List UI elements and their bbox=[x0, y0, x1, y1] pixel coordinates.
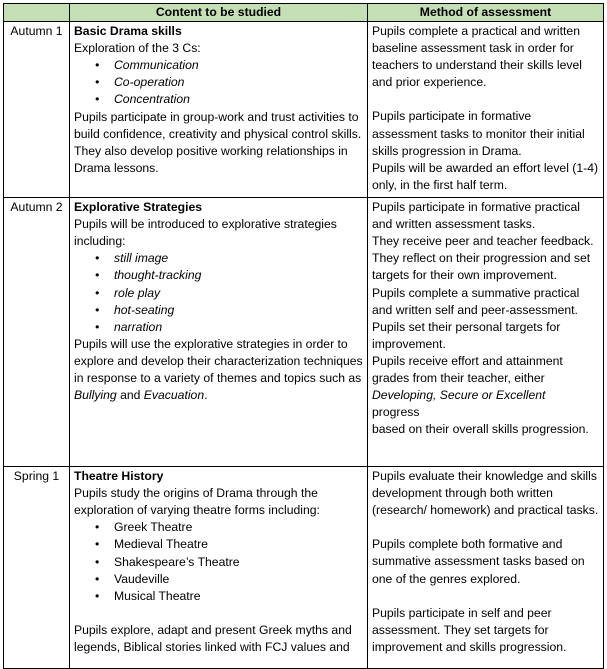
table-row bbox=[4, 198, 604, 467]
header-term bbox=[4, 4, 70, 22]
header-content: Content to be studied bbox=[70, 4, 368, 22]
topic-heading: Basic Drama skills bbox=[74, 24, 182, 39]
assessment-text: They receive peer and teacher feedback. They reflect on their progression and set targets for their own improvement. bbox=[372, 234, 594, 283]
assessment-cell bbox=[368, 198, 604, 467]
content-cell bbox=[70, 467, 368, 669]
content-intro: Exploration of the 3 Cs: bbox=[74, 41, 201, 56]
outro-text: and bbox=[116, 388, 144, 403]
content-cell bbox=[70, 22, 368, 198]
list-item: • Musical Theatre bbox=[74, 588, 363, 605]
grade-levels: Developing, Secure or Excellent bbox=[372, 388, 546, 403]
content-intro: Pupils study the origins of Drama through the exploration of varying theatre forms including: bbox=[74, 486, 320, 518]
outro-emphasis: Bullying bbox=[74, 388, 117, 403]
outro-text: . bbox=[204, 388, 208, 403]
term-cell: Autumn 2 bbox=[4, 198, 70, 467]
topic-heading: Explorative Strategies bbox=[74, 200, 203, 215]
assessment-text: progress bbox=[372, 405, 420, 420]
list-item: • Co-operation bbox=[74, 74, 363, 91]
list-item: • narration bbox=[74, 319, 363, 336]
assessment-text: Pupils participate in formative assessment tasks to monitor their initial skills progression in Drama. bbox=[372, 109, 585, 158]
list-item: • Communication bbox=[74, 57, 363, 74]
topic-list bbox=[74, 519, 363, 604]
curriculum-table bbox=[3, 3, 604, 669]
list-item: • Shakespeare’s Theatre bbox=[74, 554, 363, 571]
outro-emphasis: Evacuation bbox=[143, 388, 205, 403]
assessment-text: Pupils participate in formative practical and written assessment tasks. bbox=[372, 200, 580, 232]
assessment-text: Pupils participate in self and peer assessment. They set targets for improvement and skills progression. bbox=[372, 605, 567, 654]
assessment-text: Pupils set their personal targets for improvement. bbox=[372, 319, 561, 351]
list-item: • Medieval Theatre bbox=[74, 536, 363, 553]
topic-list bbox=[74, 57, 363, 108]
term-cell: Autumn 1 bbox=[4, 22, 70, 198]
list-item: • Concentration bbox=[74, 91, 363, 108]
table-row bbox=[4, 467, 604, 669]
outro-text: Pupils will use the explorative strategies in order to explore and develop their characterization techniques in response to a variety of themes and topics such as bbox=[74, 336, 363, 386]
header-assessment: Method of assessment bbox=[368, 4, 604, 22]
content-cell bbox=[70, 198, 368, 467]
list-item: • Vaudeville bbox=[74, 571, 363, 588]
list-item: • thought-tracking bbox=[74, 267, 363, 284]
list-item: • role play bbox=[74, 285, 363, 302]
term-cell: Spring 1 bbox=[4, 467, 70, 669]
topic-heading: Theatre History bbox=[74, 469, 164, 484]
content-outro bbox=[74, 336, 363, 404]
assessment-cell bbox=[368, 22, 604, 198]
assessment-text: Pupils receive effort and attainment grades from their teacher, either bbox=[372, 353, 563, 386]
list-item: • Greek Theatre bbox=[74, 519, 363, 536]
assessment-text: Pupils evaluate their knowledge and skills development through both written (research/ homework) and practical tasks. bbox=[372, 469, 599, 518]
assessment-text: based on their overall skills progression. bbox=[372, 422, 589, 437]
list-item: • still image bbox=[74, 250, 363, 267]
header-row bbox=[4, 4, 604, 22]
topic-list bbox=[74, 250, 363, 335]
assessment-text: Pupils will be awarded an effort level (1-4) only, in the first half term. bbox=[372, 160, 599, 192]
content-intro: Pupils will be introduced to explorative strategies including: bbox=[74, 217, 337, 249]
assessment-text: Pupils complete a practical and written baseline assessment task in order for teachers to understand their skills level and prior experience. bbox=[372, 24, 583, 90]
content-outro: Pupils explore, adapt and present Greek myths and legends, Biblical stories linked with FCJ values and bbox=[74, 622, 352, 654]
assessment-text: Pupils complete a summative practical and written self and peer-assessment. bbox=[372, 285, 580, 317]
assessment-text: Pupils complete both formative and summative assessment tasks based on one of the genres explored. bbox=[372, 537, 585, 586]
table-row bbox=[4, 22, 604, 198]
list-item: • hot-seating bbox=[74, 302, 363, 319]
assessment-cell bbox=[368, 467, 604, 669]
content-outro: Pupils participate in group-work and trust activities to build confidence, creativity and physical control skills. They also develop positive working relationships in Drama lessons. bbox=[74, 109, 362, 175]
